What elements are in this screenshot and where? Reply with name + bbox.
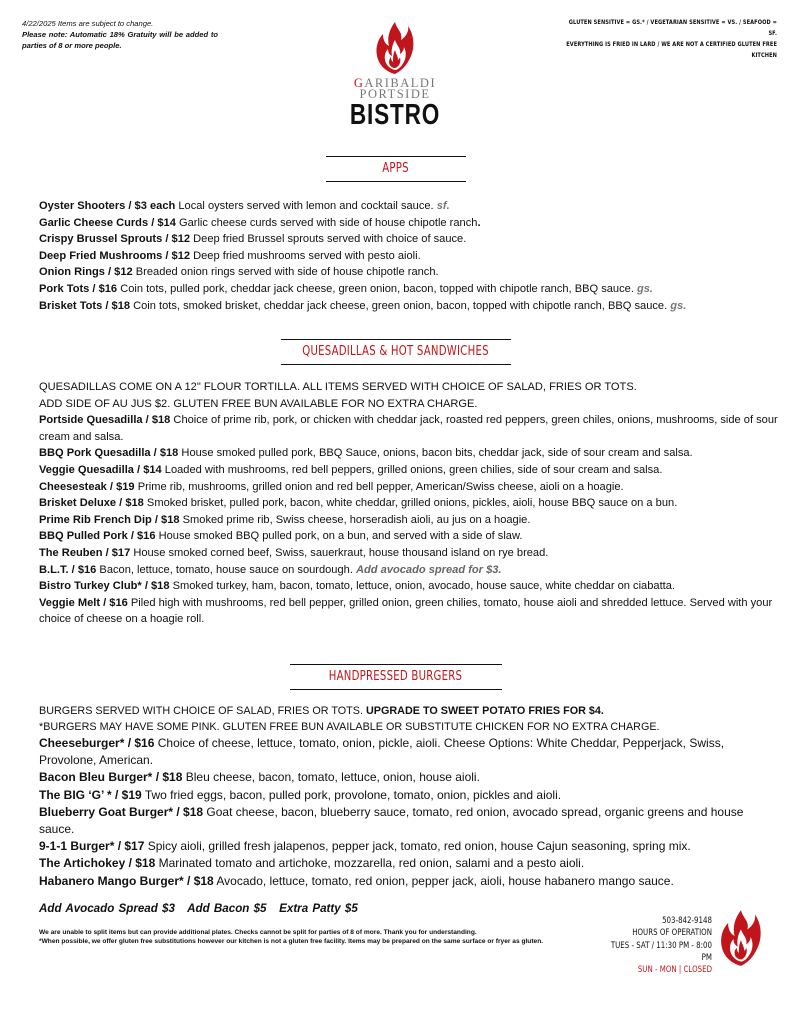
list-item: Cheesesteak / $19 Prime rib, mushrooms, grilled onion and red bell pepper, American/Swiss cheese, aioli on a hoagie. — [39, 480, 624, 493]
list-item: Habanero Mango Burger* / $18 Avocado, lettuce, tomato, red onion, pepper jack, aioli, house habanero mango sauce. — [39, 873, 674, 888]
list-item: Bacon Bleu Burger* / $18 Bleu cheese, bacon, tomato, lettuce, onion, house aioli. — [39, 770, 480, 785]
list-item: Veggie Quesadilla / $14 Loaded with mushrooms, red bell peppers, grilled onions, green chilies, side of sour cream and salsa. — [39, 463, 663, 476]
list-item: Veggie Melt / $16 Piled high with mushrooms, red bell pepper, grilled onion, green chilies, tomato, house aioli and shredded lettuce. Served with your choice of cheese on a hoagie roll. — [39, 596, 773, 626]
flame-icon — [373, 20, 417, 76]
logo-line-3: BISTRO — [349, 99, 441, 131]
list-item: Deep Fried Mushrooms / $12 Deep fried mushrooms served with pesto aioli. — [39, 249, 421, 262]
apps-list — [39, 198, 779, 314]
gratuity-note: Please note: Automatic 18% Gratuity will be added to parties of 8 or more people. — [22, 30, 218, 50]
divider — [281, 364, 511, 365]
section-intro: *BURGERS MAY HAVE SOME PINK. GLUTEN FREE BUN AVAILABLE OR SUBSTITUTE CHICKEN FOR NO EXTRA CHARGE. — [39, 720, 660, 733]
list-item: BBQ Pork Quesadilla / $18 House smoked pulled pork, BBQ Sauce, onions, bacon bits, cheddar jack, side of sour cream and salsa. — [39, 447, 693, 460]
divider — [290, 689, 502, 690]
list-item: Blueberry Goat Burger* / $18 Goat cheese, bacon, blueberry sauce, tomato, red onion, avocado spread, organic greens and house sauce. — [39, 804, 744, 837]
list-item: B.L.T. / $16 Bacon, lettuce, tomato, house sauce on sourdough. Add avocado spread for $3. — [39, 563, 502, 576]
section-title-burgers — [0, 664, 791, 690]
addons-line: Add Avocado Spread $3 Add Bacon $5 Extra Patty $5 — [39, 902, 358, 915]
list-item: 9-1-1 Burger* / $17 Spicy aioli, grilled fresh jalapenos, pepper jack, tomato, red onion, house Cajun seasoning, spring mix. — [39, 839, 691, 854]
gluten-note: *When possible, we offer gluten free substitutions however our kitchen is not a gluten free facility. Items may be prepared on the same surface or fryer as gluten. — [39, 938, 544, 946]
list-item: Prime Rib French Dip / $18 Smoked prime rib, Swiss cheese, horseradish aioli, au jus on a hoagie. — [39, 513, 531, 526]
split-note: We are unable to split items but can provide additional plates. Checks cannot be split for parties of 8 of more. Thank you for understanding. — [39, 929, 477, 936]
burgers-list — [39, 735, 779, 890]
section-intro: ADD SIDE OF AU JUS $2. GLUTEN FREE BUN AVAILABLE FOR NO EXTRA CHARGE. — [39, 397, 478, 410]
burgers-heading: HANDPRESSED BURGERS — [328, 669, 463, 684]
hours-closed: SUN - MON | CLOSED — [637, 965, 712, 976]
burgers-intro — [39, 704, 779, 735]
quesadillas-heading: QUESADILLAS & HOT SANDWICHES — [302, 344, 489, 359]
list-item: Onion Rings / $12 Breaded onion rings served with side of house chipotle ranch. — [39, 266, 439, 279]
list-item: Crispy Brussel Sprouts / $12 Deep fried Brussel sprouts served with choice of sauce. — [39, 233, 467, 246]
header-notes — [22, 18, 218, 51]
legend-line-1: GLUTEN SENSITIVE = GS.* / VEGETARIAN SENSITIVE = VS. / SEAFOOD = SF. — [568, 19, 777, 37]
list-item: Oyster Shooters / $3 each Local oysters served with lemon and cocktail sauce. sf. — [39, 200, 450, 212]
quesadillas-list — [39, 379, 779, 628]
hours-block — [602, 915, 712, 976]
hours-open: TUES - SAT / 11:30 PM - 8:00 PM — [610, 940, 712, 963]
list-item: The BIG ‘G’ * / $19 Two fried eggs, bacon, pulled pork, provolone, tomato, onion, pickles and aioli. — [39, 787, 562, 802]
phone-number: 503-842-9148 — [662, 916, 712, 926]
list-item: BBQ Pulled Pork / $16 House smoked BBQ pulled pork, on a bun, and served with a side of slaw. — [39, 530, 523, 543]
footer-notes — [39, 928, 559, 947]
hours-label: HOURS OF OPERATION — [632, 928, 712, 939]
list-item: Garlic Cheese Curds / $14 Garlic cheese curds served with side of house chipotle ranch. — [39, 216, 481, 229]
flame-icon — [717, 908, 765, 968]
list-item: Cheeseburger* / $16 Choice of cheese, lettuce, tomato, onion, pickle, aioli. Cheese Options: White Cheddar, Pepperjack, Swiss, Provolone, American. — [39, 736, 725, 768]
list-item: Portside Quesadilla / $18 Choice of prime rib, pork, or chicken with cheddar jack, roasted red peppers, green chiles, onions, mushrooms, side of sour cream and salsa. — [39, 414, 778, 443]
list-item: Brisket Tots / $18 Coin tots, smoked brisket, cheddar jack cheese, green onion, bacon, topped with chipotle ranch, BBQ sauce. gs. — [39, 299, 687, 312]
section-title-apps — [0, 156, 791, 182]
list-item: Bistro Turkey Club* / $18 Smoked turkey, ham, bacon, tomato, lettuce, onion, avocado, house sauce, white cheddar on ciabatta. — [39, 580, 675, 593]
logo-line-1: GARIBALDI — [353, 76, 437, 90]
apps-heading: APPS — [382, 161, 409, 176]
list-item: Pork Tots / $16 Coin tots, pulled pork, cheddar jack cheese, green onion, bacon, topped with chipotle ranch, BBQ sauce. gs. — [39, 282, 654, 295]
logo-line-2: PORTSIDE — [359, 87, 431, 101]
legend-line-2: EVERYTHING IS FRIED IN LARD / WE ARE NOT A CERTIFIED GLUTEN FREE KITCHEN — [566, 41, 777, 59]
list-item: The Artichokey / $18 Marinated tomato and artichoke, mozzarella, red onion, salami and a pesto aioli. — [39, 856, 585, 871]
section-intro: QUESADILLAS COME ON A 12" FLOUR TORTILLA. ALL ITEMS SERVED WITH CHOICE OF SALAD, FRIES OR TOTS. — [39, 381, 637, 393]
restaurant-logo — [330, 20, 460, 140]
list-item: Brisket Deluxe / $18 Smoked brisket, pulled pork, bacon, white cheddar, grilled onions, pickles, aioli, house BBQ sauce on a bun. — [39, 497, 678, 510]
section-intro: BURGERS SERVED WITH CHOICE OF SALAD, FRIES OR TOTS. UPGRADE TO SWEET POTATO FRIES FOR $4. — [39, 705, 604, 717]
divider — [326, 181, 466, 182]
list-item: The Reuben / $17 House smoked corned beef, Swiss, sauerkraut, house thousand island on rye bread. — [39, 546, 549, 559]
section-title-quesadillas — [0, 339, 791, 365]
dietary-legend — [564, 17, 777, 61]
date-note: 4/22/2025 Items are subject to change. — [22, 19, 154, 28]
